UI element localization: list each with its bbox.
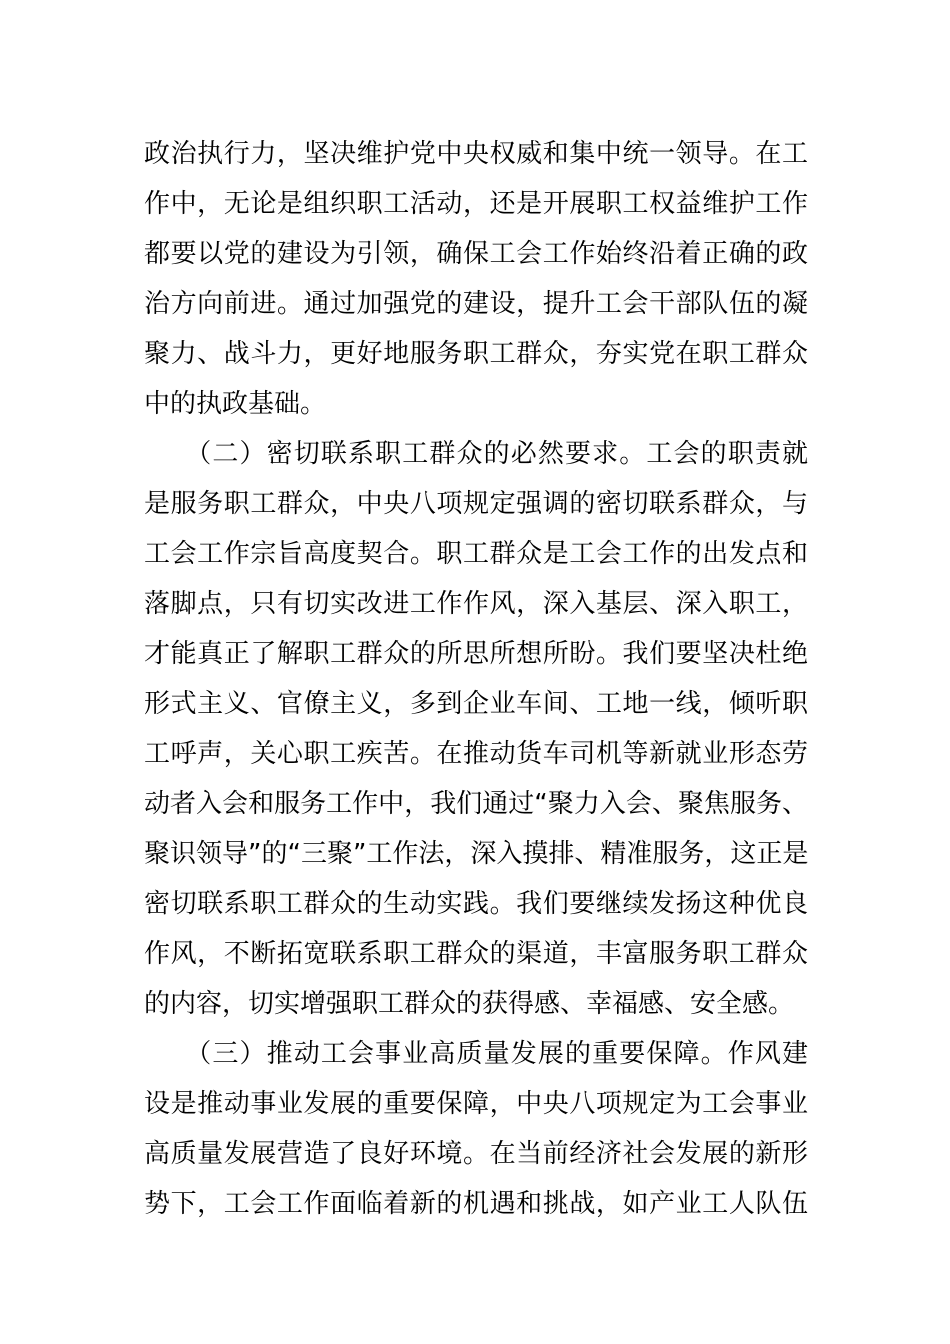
text-line: 工呼声，关心职工疾苦。在推动货车司机等新就业形态劳 bbox=[144, 739, 808, 769]
text-line: 落脚点，只有切实改进工作作风，深入基层、深入职工， bbox=[144, 589, 808, 619]
text-line: 政治执行力，坚决维护党中央权威和集中统一领导。在工 bbox=[144, 139, 808, 169]
text-line: 势下，工会工作面临着新的机遇和挑战，如产业工人队伍 bbox=[144, 1189, 808, 1219]
text-line: （三）推动工会事业高质量发展的重要保障。作风建 bbox=[144, 1039, 808, 1069]
text-line: 高质量发展营造了良好环境。在当前经济社会发展的新形 bbox=[144, 1139, 808, 1169]
text-line: 聚力、战斗力，更好地服务职工群众，夯实党在职工群众 bbox=[144, 339, 808, 369]
text-line: 聚识领导”的“三聚”工作法，深入摸排、精准服务，这正是 bbox=[144, 839, 808, 869]
text-line: 形式主义、官僚主义，多到企业车间、工地一线，倾听职 bbox=[144, 689, 808, 719]
text-line: （二）密切联系职工群众的必然要求。工会的职责就 bbox=[144, 439, 808, 469]
text-line: 设是推动事业发展的重要保障，中央八项规定为工会事业 bbox=[144, 1089, 808, 1119]
text-line: 的内容，切实增强职工群众的获得感、幸福感、安全感。 bbox=[144, 989, 795, 1019]
body-text bbox=[144, 129, 808, 1229]
text-line: 才能真正了解职工群众的所思所想所盼。我们要坚决杜绝 bbox=[144, 639, 808, 669]
text-line: 动者入会和服务工作中，我们通过“聚力入会、聚焦服务、 bbox=[144, 789, 808, 819]
text-line: 中的执政基础。 bbox=[144, 389, 327, 419]
text-line: 是服务职工群众，中央八项规定强调的密切联系群众，与 bbox=[144, 489, 808, 519]
text-line: 治方向前进。通过加强党的建设，提升工会干部队伍的凝 bbox=[144, 289, 808, 319]
text-line: 都要以党的建设为引领，确保工会工作始终沿着正确的政 bbox=[144, 239, 808, 269]
text-line: 作中，无论是组织职工活动，还是开展职工权益维护工作 bbox=[144, 189, 808, 219]
text-line: 密切联系职工群众的生动实践。我们要继续发扬这种优良 bbox=[144, 889, 808, 919]
text-line: 工会工作宗旨高度契合。职工群众是工会工作的出发点和 bbox=[144, 539, 808, 569]
text-line: 作风，不断拓宽联系职工群众的渠道，丰富服务职工群众 bbox=[144, 939, 808, 969]
